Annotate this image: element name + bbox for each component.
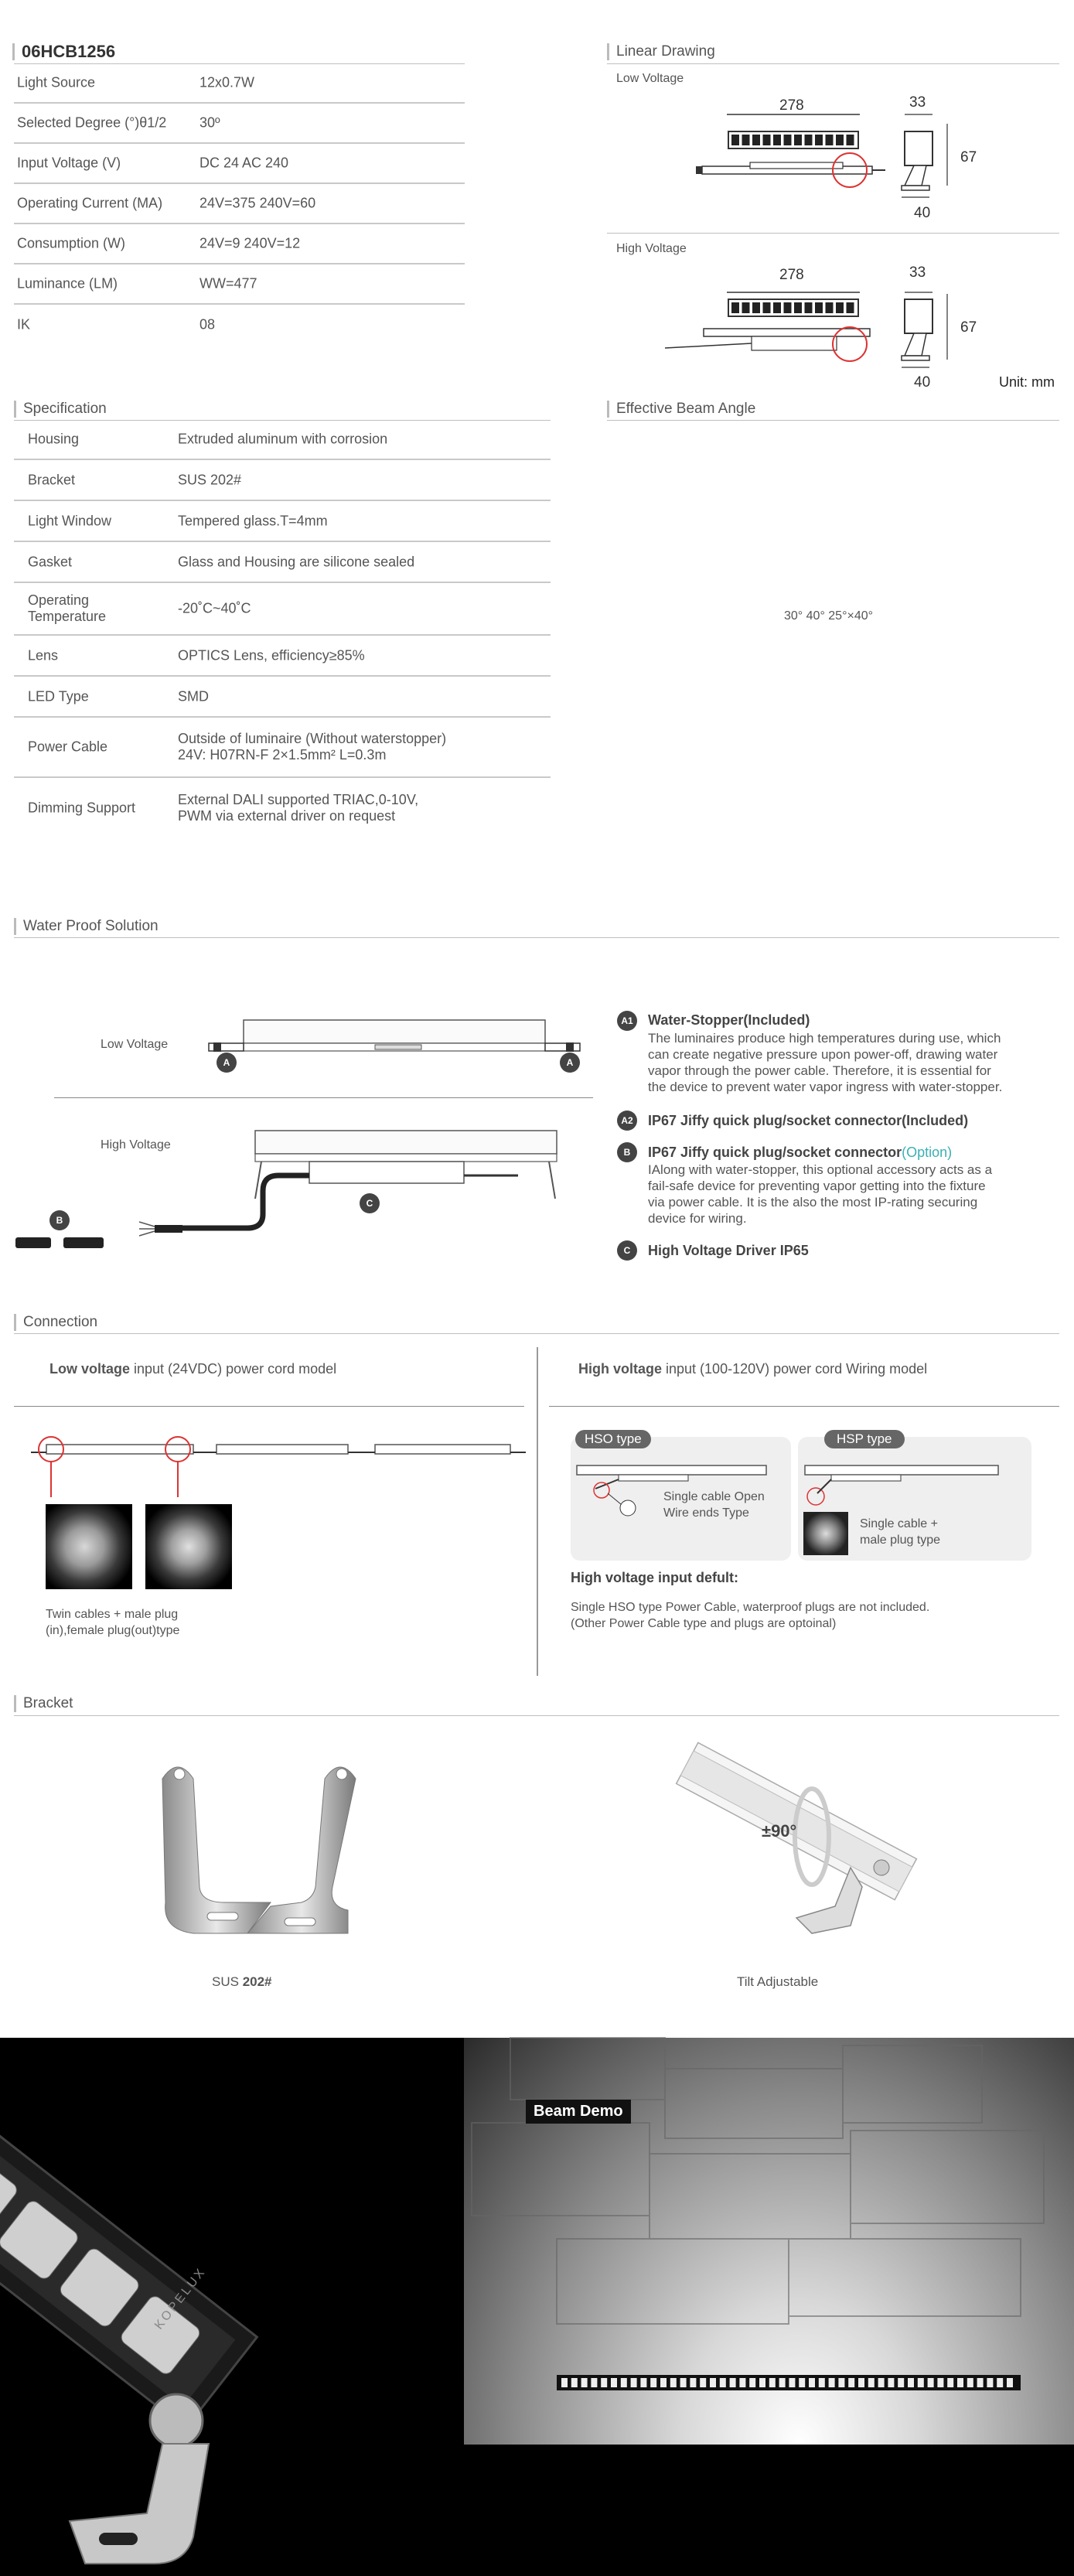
- bracket-left-caption: [212, 1974, 272, 1990]
- demo-led: [640, 2378, 646, 2387]
- param-key: Luminance (LM): [17, 275, 118, 292]
- param-value: 24V=375 240V=60: [199, 195, 316, 211]
- ld-high-height: 67: [960, 319, 977, 336]
- demo-led: [611, 2378, 617, 2387]
- connection-title: Connection: [14, 1314, 97, 1331]
- demo-led: [601, 2378, 607, 2387]
- param-value: DC 24 AC 240: [199, 155, 289, 171]
- connection-vdivider: [537, 1347, 538, 1676]
- demo-led: [918, 2378, 924, 2387]
- demo-led: [561, 2378, 568, 2387]
- conn-low-heading: [49, 1361, 336, 1377]
- conn-high-rest: input (100-120V) power cord Wiring model: [662, 1361, 928, 1377]
- led-chip: [794, 135, 802, 145]
- param-row: [14, 104, 465, 144]
- wp-high-label: High Voltage: [101, 1138, 171, 1152]
- demo-led: [997, 2378, 1003, 2387]
- wp-badge-b: B: [617, 1142, 637, 1162]
- param-value: 24V=9 240V=12: [199, 235, 301, 251]
- beam-demo-luminaire: [0, 2119, 464, 2576]
- demo-led: [779, 2378, 786, 2387]
- led-chip: [752, 135, 760, 145]
- param-value: 08: [199, 316, 216, 333]
- conn-default-title: High voltage input defult:: [571, 1570, 738, 1585]
- waterproof-title: Water Proof Solution: [14, 918, 159, 935]
- spec-row: [14, 542, 551, 583]
- linear-drawing-title: Linear Drawing: [607, 43, 715, 60]
- demo-led: [957, 2378, 963, 2387]
- param-key: Operating Current (MA): [17, 195, 163, 211]
- conn-low-rest: input (24VDC) power cord model: [130, 1361, 337, 1377]
- wp-b-title-text: IP67 Jiffy quick plug/socket connector: [648, 1145, 902, 1160]
- beam-demo-brand: KOPELUX: [152, 2264, 209, 2332]
- hsp-tag: HSP type: [824, 1430, 905, 1448]
- param-key: Light Source: [17, 74, 96, 90]
- demo-led: [1007, 2378, 1013, 2387]
- spec-value: Extruded aluminum with corrosion: [178, 431, 388, 447]
- conn-low-plug-photo-1: [46, 1504, 132, 1589]
- led-chip: [805, 135, 813, 145]
- beam-angle-title: Effective Beam Angle: [607, 401, 755, 418]
- wp-b-text: IAlong with water-stopper, this optional accessory acts as a fail-safe device for preventing vapor getting into the fixture via power cable. It is the also the most IP-rating securing device for wiring.: [648, 1162, 993, 1226]
- ld-divider: [607, 233, 1059, 234]
- ld-unit: Unit: mm: [999, 374, 1055, 390]
- conn-low-bold: Low voltage: [49, 1361, 131, 1377]
- conn-high-heading: [578, 1361, 927, 1377]
- ld-low-length: 278: [779, 97, 804, 114]
- param-row: [14, 63, 465, 104]
- demo-led: [878, 2378, 885, 2387]
- led-chip: [847, 135, 854, 145]
- demo-led: [829, 2378, 835, 2387]
- led-chip: [794, 302, 802, 313]
- wp-low-badge-a-right: A: [560, 1053, 580, 1073]
- demo-led: [937, 2378, 943, 2387]
- spec-key: Housing: [28, 431, 80, 447]
- spec-value: Glass and Housing are silicone sealed: [178, 554, 415, 569]
- led-chip: [763, 302, 771, 313]
- wp-b-option: (Option): [902, 1145, 953, 1160]
- led-chip: [742, 135, 750, 145]
- conn-high-rule: [549, 1406, 1059, 1407]
- beam-angle-values: 30° 40° 25°×40°: [784, 609, 874, 623]
- connection-rule: [14, 1333, 1059, 1334]
- demo-led: [631, 2378, 637, 2387]
- demo-led: [967, 2378, 973, 2387]
- wp-a2-title: IP67 Jiffy quick plug/socket connector(Included): [648, 1113, 969, 1128]
- wp-badge-a1: A1: [617, 1011, 637, 1031]
- conn-low-rule: [14, 1406, 524, 1407]
- demo-led: [759, 2378, 765, 2387]
- wp-low-badge-a-left: A: [217, 1053, 237, 1073]
- demo-led: [591, 2378, 597, 2387]
- param-value: 30º: [199, 114, 220, 131]
- spec-row: [14, 778, 551, 838]
- spec-key: Power Cable: [28, 739, 108, 755]
- hsp-drawing: [800, 1465, 1001, 1512]
- demo-led: [789, 2378, 795, 2387]
- param-key: Input Voltage (V): [17, 155, 121, 171]
- param-key: Consumption (W): [17, 235, 126, 251]
- demo-led: [660, 2378, 667, 2387]
- bracket-rule: [14, 1715, 1059, 1716]
- led-chip: [742, 302, 750, 313]
- demo-led: [888, 2378, 894, 2387]
- ld-low-label: Low Voltage: [616, 72, 684, 85]
- led-chip: [836, 302, 844, 313]
- bracket-caption-b: 202#: [242, 1974, 272, 1989]
- param-row: [14, 305, 465, 345]
- demo-led: [977, 2378, 984, 2387]
- led-chip: [836, 135, 844, 145]
- demo-led: [898, 2378, 904, 2387]
- ld-low-depth: 40: [914, 205, 931, 221]
- specification-title: Specification: [14, 401, 107, 418]
- wp-low-label: Low Voltage: [101, 1038, 169, 1051]
- spec-key: Gasket: [28, 554, 73, 569]
- spec-row: [14, 501, 551, 542]
- demo-led: [848, 2378, 854, 2387]
- demo-led: [868, 2378, 875, 2387]
- param-key: Selected Degree (°)θ1/2: [17, 114, 167, 131]
- tilt-label: ±90°: [762, 1821, 797, 1841]
- led-chip: [731, 135, 739, 145]
- led-chip: [826, 135, 834, 145]
- demo-led: [749, 2378, 755, 2387]
- conn-low-caption: Twin cables + male plug (in),female plug(out)type: [46, 1608, 180, 1637]
- spec-key: LED Type: [28, 688, 89, 704]
- spec-row: [14, 677, 551, 718]
- spec-key: Dimming Support: [28, 800, 136, 816]
- hsp-caption: Single cable + male plug type: [860, 1517, 941, 1547]
- ld-high-width: 33: [909, 264, 926, 281]
- demo-led: [928, 2378, 934, 2387]
- model-title: 06HCB1256: [12, 43, 115, 60]
- demo-led: [739, 2378, 745, 2387]
- demo-led: [838, 2378, 844, 2387]
- conn-low-plug-photo-2: [145, 1504, 232, 1589]
- beam-angle-rule: [607, 420, 1059, 421]
- bracket-caption-a: SUS: [212, 1974, 243, 1989]
- param-row: [14, 264, 465, 305]
- wp-c-title: High Voltage Driver IP65: [648, 1243, 809, 1258]
- ld-low-drawing: [696, 108, 951, 209]
- led-chip: [731, 302, 739, 313]
- demo-led: [621, 2378, 627, 2387]
- demo-led: [720, 2378, 726, 2387]
- bracket-title: Bracket: [14, 1695, 73, 1712]
- beam-demo-tiles: [464, 2038, 1074, 2445]
- ld-low-height: 67: [960, 149, 977, 165]
- tilt-caption: Tilt Adjustable: [737, 1974, 819, 1989]
- demo-led: [908, 2378, 914, 2387]
- spec-row: [14, 636, 551, 677]
- param-row: [14, 224, 465, 264]
- led-chip: [805, 302, 813, 313]
- linear-drawing-rule: [607, 63, 1059, 64]
- led-chip: [815, 302, 823, 313]
- wp-badge-a2: A2: [617, 1111, 637, 1131]
- wp-a1-text: The luminaires produce high temperatures during use, which can create negative pressure upon power-off, drawing water vapor through the power cable. Therefore, it is essential for the device to prevent water vapor ingress with water-stopper.: [648, 1031, 1003, 1094]
- led-chip: [815, 135, 823, 145]
- spec-row: [14, 420, 551, 460]
- led-chip: [773, 302, 781, 313]
- ld-low-width: 33: [909, 94, 926, 111]
- spec-value: SMD: [178, 688, 209, 704]
- ld-high-length: 278: [779, 267, 804, 283]
- spec-value: External DALI supported TRIAC,0-10V, PWM via external driver on request: [178, 792, 419, 824]
- spec-value: Outside of luminaire (Without waterstopper) 24V: H07RN-F 2×1.5mm² L=0.3m: [178, 731, 447, 763]
- ld-high-label: High Voltage: [616, 242, 687, 255]
- demo-led: [650, 2378, 656, 2387]
- demo-led: [947, 2378, 953, 2387]
- param-row: [14, 144, 465, 184]
- demo-led: [700, 2378, 706, 2387]
- led-chip: [847, 302, 854, 313]
- wp-a1-title: Water-Stopper(Included): [648, 1012, 810, 1028]
- wp-b-title: [648, 1145, 952, 1161]
- spec-key: Operating Temperature: [28, 592, 107, 624]
- demo-led: [799, 2378, 805, 2387]
- wp-high-badge-c: C: [360, 1193, 380, 1213]
- param-value: 12x0.7W: [199, 74, 255, 90]
- conn-low-drawing: [31, 1431, 526, 1477]
- wp-high-badge-b: B: [49, 1210, 70, 1230]
- spec-key: Lens: [28, 647, 59, 663]
- demo-led: [730, 2378, 736, 2387]
- conn-high-bold: High voltage: [578, 1361, 663, 1377]
- demo-led: [581, 2378, 588, 2387]
- demo-led: [819, 2378, 825, 2387]
- ld-high-drawing: [696, 286, 951, 387]
- led-chip: [784, 302, 792, 313]
- bracket-illustration: [155, 1755, 363, 1941]
- hso-tag: HSO type: [575, 1430, 651, 1448]
- led-chip: [773, 135, 781, 145]
- wp-low-drawing: [209, 1017, 580, 1071]
- spec-value: OPTICS Lens, efficiency≥85%: [178, 647, 365, 663]
- spec-value: Tempered glass.T=4mm: [178, 513, 328, 528]
- demo-led: [987, 2378, 993, 2387]
- spec-value: SUS 202#: [178, 472, 242, 487]
- param-key: IK: [17, 316, 31, 333]
- spec-value: -20˚C~40˚C: [178, 600, 251, 616]
- waterproof-rule: [14, 937, 1059, 938]
- demo-led: [571, 2378, 578, 2387]
- demo-led: [769, 2378, 776, 2387]
- conn-default-text: Single HSO type Power Cable, waterproof plugs are not included. (Other Power Cable type and plugs are optoinal): [571, 1601, 930, 1630]
- spec-row: [14, 583, 551, 636]
- param-value: WW=477: [199, 275, 257, 292]
- hsp-plug-photo: [803, 1512, 848, 1555]
- demo-led: [809, 2378, 815, 2387]
- demo-led: [710, 2378, 716, 2387]
- wp-badge-c: C: [617, 1240, 637, 1261]
- hso-caption: Single cable Open Wire ends Type: [663, 1490, 765, 1520]
- wp-high-drawing: [15, 1129, 557, 1261]
- led-chip: [784, 135, 792, 145]
- led-chip: [826, 302, 834, 313]
- demo-led: [858, 2378, 864, 2387]
- demo-led: [680, 2378, 687, 2387]
- spec-key: Bracket: [28, 472, 76, 487]
- ld-high-depth: 40: [914, 374, 931, 391]
- spec-row: [14, 460, 551, 501]
- tilt-illustration: [688, 1752, 912, 1953]
- demo-led: [670, 2378, 677, 2387]
- param-row: [14, 184, 465, 224]
- spec-row: [14, 718, 551, 778]
- wp-divider: [54, 1097, 593, 1098]
- led-chip: [763, 135, 771, 145]
- spec-key: Light Window: [28, 513, 112, 528]
- led-chip: [752, 302, 760, 313]
- beam-demo-label: Beam Demo: [526, 2100, 631, 2124]
- demo-led: [690, 2378, 696, 2387]
